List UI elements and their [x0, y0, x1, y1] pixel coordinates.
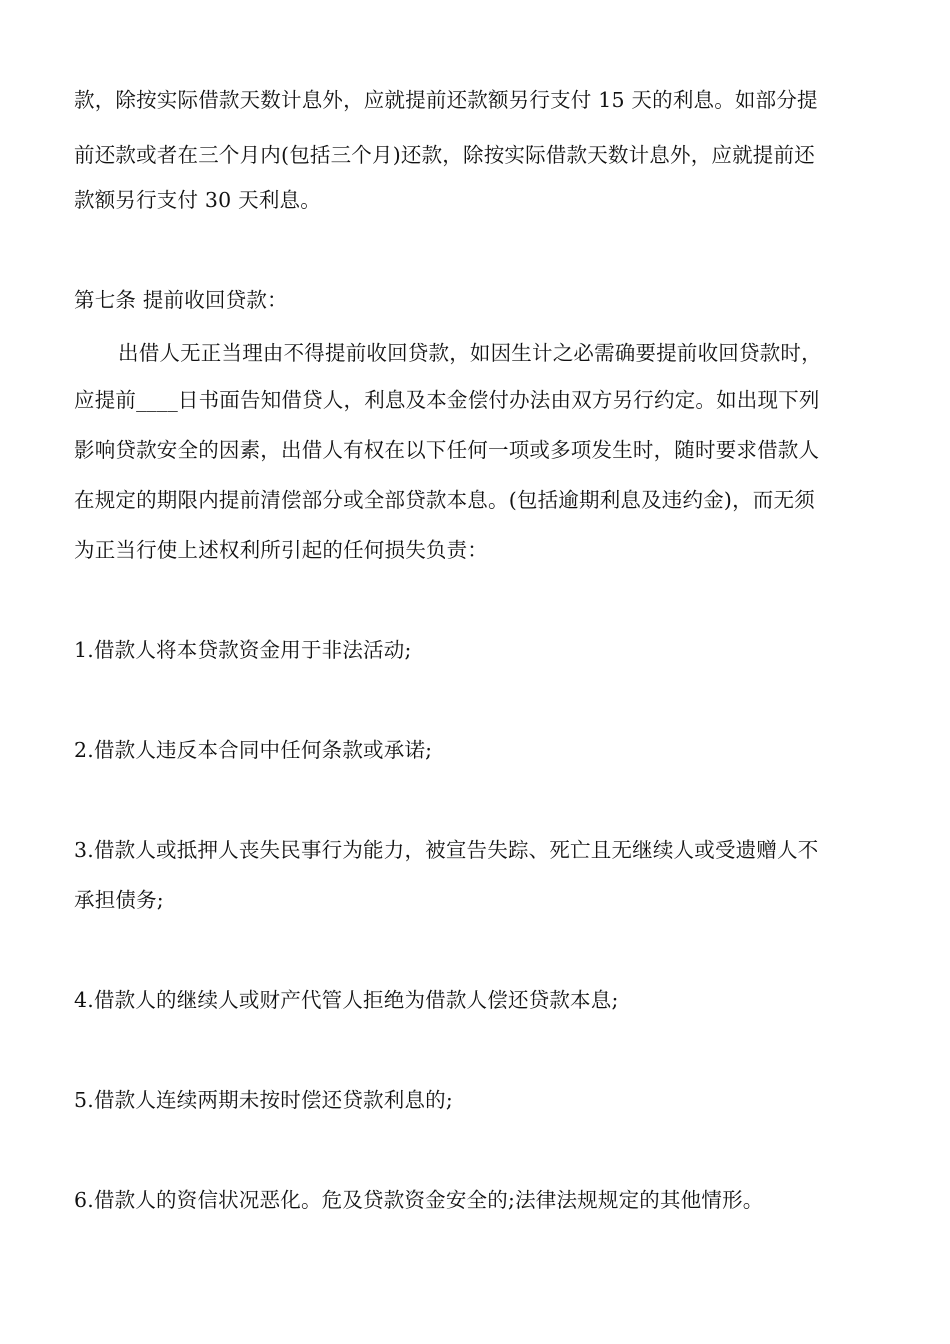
paragraph-line: 在规定的期限内提前清偿部分或全部贷款本息。(包括逾期利息及违约金)，而无须: [74, 488, 815, 512]
paragraph-line: 款，除按实际借款天数计息外，应就提前还款额另行支付 15 天的利息。如部分提: [74, 88, 818, 112]
list-item: 1.借款人将本贷款资金用于非法活动;: [74, 638, 412, 662]
paragraph-line: 前还款或者在三个月内(包括三个月)还款，除按实际借款天数计息外，应就提前还: [74, 143, 815, 167]
list-item: 6.借款人的资信状况恶化。危及贷款资金安全的;法律法规规定的其他情形。: [74, 1188, 764, 1212]
list-item: 2.借款人违反本合同中任何条款或承诺;: [74, 738, 433, 762]
paragraph-line: 应提前____日书面告知借贷人，利息及本金偿付办法由双方另行约定。如出现下列: [74, 388, 820, 412]
list-item: 4.借款人的继续人或财产代管人拒绝为借款人偿还贷款本息;: [74, 988, 619, 1012]
paragraph-line: 为正当行使上述权利所引起的任何损失负责：: [74, 538, 488, 562]
paragraph-line: 出借人无正当理由不得提前收回贷款，如因生计之必需确要提前收回贷款时，: [118, 341, 822, 365]
paragraph-line: 款额另行支付 30 天利息。: [74, 188, 321, 212]
article-heading: 第七条 提前收回贷款：: [74, 288, 288, 312]
list-item-continuation: 承担债务;: [74, 888, 164, 912]
paragraph-line: 影响贷款安全的因素，出借人有权在以下任何一项或多项发生时，随时要求借款人: [74, 438, 820, 462]
list-item: 3.借款人或抵押人丧失民事行为能力，被宣告失踪、死亡且无继续人或受遗赠人不: [74, 838, 819, 862]
list-item: 5.借款人连续两期未按时偿还贷款利息的;: [74, 1088, 453, 1112]
